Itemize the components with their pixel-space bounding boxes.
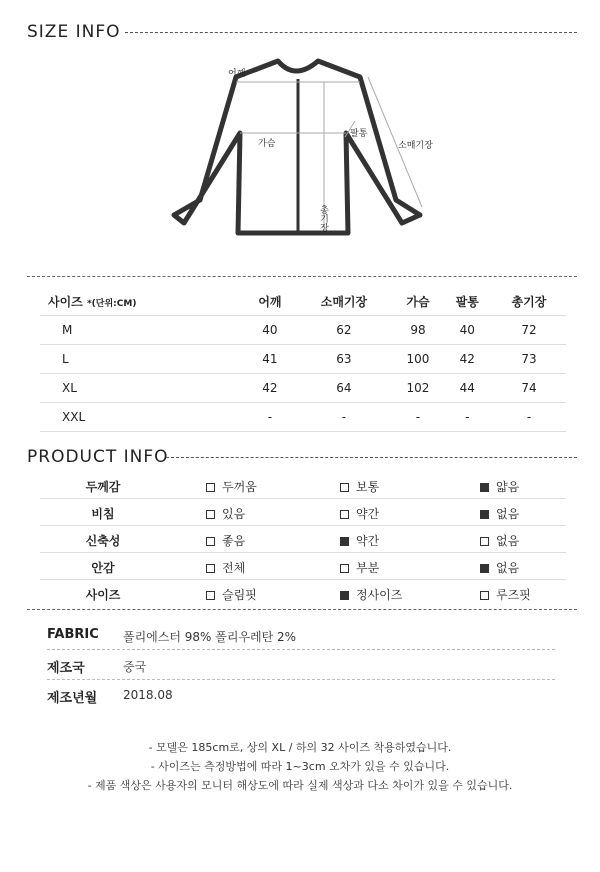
note-line: - 모델은 185cm로, 상의 XL / 하의 32 사이즈 착용하였습니다. [148, 741, 452, 754]
label-length: 총기장 [318, 205, 328, 232]
product-info-title: PRODUCT INFO [27, 447, 169, 467]
note-line: - 사이즈는 측정방법에 따라 1~3cm 오차가 있을 수 있습니다. [150, 760, 450, 773]
option [340, 478, 379, 495]
title-divider [125, 32, 577, 33]
col-length: 총기장 [492, 287, 566, 316]
table-row [40, 374, 566, 403]
option-text: 얇음 [496, 480, 520, 494]
option [206, 505, 245, 522]
cell: 41 [245, 345, 294, 374]
option-text: 없음 [496, 534, 520, 548]
cell: - [393, 403, 442, 432]
row-size: L [40, 345, 245, 374]
checkbox-icon [206, 564, 215, 573]
size-table-header [40, 287, 566, 316]
checkbox-icon [206, 510, 215, 519]
attr-label: 안감 [91, 561, 115, 575]
list-item [47, 680, 555, 709]
list-item [40, 472, 566, 499]
col-sleeve: 소매기장 [295, 287, 394, 316]
col-chest: 가슴 [393, 287, 442, 316]
checkbox-icon [206, 591, 215, 600]
cell: - [245, 403, 294, 432]
option-text: 없음 [496, 561, 520, 575]
option [480, 478, 519, 495]
option [340, 586, 402, 603]
attr-label: 신축성 [85, 534, 121, 548]
option [480, 586, 531, 603]
option [206, 532, 245, 549]
cell: 64 [295, 374, 394, 403]
fabric-key: FABRIC [47, 627, 99, 642]
fabric-info [47, 620, 555, 709]
cell: 63 [295, 345, 394, 374]
option [480, 532, 519, 549]
checkbox-icon [340, 564, 349, 573]
option-text: 두꺼움 [222, 480, 257, 494]
cell: 42 [245, 374, 294, 403]
option [206, 559, 245, 576]
option-text: 정사이즈 [356, 588, 403, 602]
checkbox-icon [206, 483, 215, 492]
attr-label: 비침 [91, 507, 115, 521]
option-text: 슬림핏 [222, 588, 257, 602]
checkbox-icon [340, 510, 349, 519]
label-sleeve: 소매기장 [398, 141, 433, 151]
checkbox-icon [480, 591, 489, 600]
label-shoulder: 어깨 [228, 69, 246, 79]
option-text: 전체 [222, 561, 246, 575]
size-header-label: 사이즈 [48, 294, 83, 309]
list-item [40, 553, 566, 580]
col-shoulder: 어깨 [245, 287, 294, 316]
checkbox-icon [480, 537, 489, 546]
cell: - [295, 403, 394, 432]
table-row [40, 345, 566, 374]
section-divider [27, 276, 577, 277]
cell: 98 [393, 316, 442, 345]
option [480, 559, 519, 576]
cell: 44 [443, 374, 492, 403]
origin-value: 중국 [123, 660, 147, 674]
date-key: 제조년월 [47, 691, 98, 706]
col-arm: 팔통 [443, 287, 492, 316]
title-divider [166, 457, 577, 458]
product-info-list [40, 472, 566, 606]
cell: 40 [443, 316, 492, 345]
option-text: 루즈핏 [496, 588, 531, 602]
label-chest: 가슴 [258, 139, 276, 149]
origin-key: 제조국 [47, 661, 85, 676]
row-size: M [40, 316, 245, 345]
list-item [47, 620, 555, 650]
note-line: - 제품 색상은 사용자의 모니터 해상도에 따라 실제 색상과 다소 차이가 있을 수 있습니다. [87, 779, 513, 792]
row-size: XL [40, 374, 245, 403]
size-table [40, 287, 566, 432]
checkbox-icon [340, 483, 349, 492]
option-text: 있음 [222, 507, 246, 521]
fabric-value: 폴리에스터 98% 폴리우레탄 2% [123, 630, 297, 644]
option [340, 505, 379, 522]
option-text: 좋음 [222, 534, 246, 548]
option [340, 559, 379, 576]
checkbox-checked-icon [340, 591, 349, 600]
option [480, 505, 519, 522]
option-text: 없음 [496, 507, 520, 521]
option [206, 586, 257, 603]
cell: 102 [393, 374, 442, 403]
attr-label: 사이즈 [85, 588, 121, 602]
list-item [47, 650, 555, 680]
option [340, 532, 379, 549]
cell: 74 [492, 374, 566, 403]
size-header-cell [40, 287, 245, 316]
list-item [40, 580, 566, 606]
row-size: XXL [40, 403, 245, 432]
option-text: 보통 [356, 480, 380, 494]
cell: 100 [393, 345, 442, 374]
cell: - [443, 403, 492, 432]
table-row [40, 316, 566, 345]
list-item [40, 526, 566, 553]
checkbox-checked-icon [480, 483, 489, 492]
option-text: 약간 [356, 507, 380, 521]
checkbox-checked-icon [340, 537, 349, 546]
option [206, 478, 257, 495]
cell: 42 [443, 345, 492, 374]
list-item [40, 499, 566, 526]
checkbox-checked-icon [480, 564, 489, 573]
option-text: 부분 [356, 561, 380, 575]
section-divider [27, 609, 577, 610]
option-text: 약간 [356, 534, 380, 548]
checkbox-checked-icon [480, 510, 489, 519]
cell: - [492, 403, 566, 432]
cell: 40 [245, 316, 294, 345]
label-arm: 팔통 [350, 129, 368, 139]
cell: 73 [492, 345, 566, 374]
date-value: 2018.08 [123, 688, 173, 702]
unit-note: *(단위:CM) [86, 298, 137, 309]
size-info-title: SIZE INFO [27, 22, 121, 42]
cell: 72 [492, 316, 566, 345]
attr-label: 두께감 [85, 480, 121, 494]
table-row [40, 403, 566, 432]
cell: 62 [295, 316, 394, 345]
notes [0, 738, 600, 795]
checkbox-icon [206, 537, 215, 546]
